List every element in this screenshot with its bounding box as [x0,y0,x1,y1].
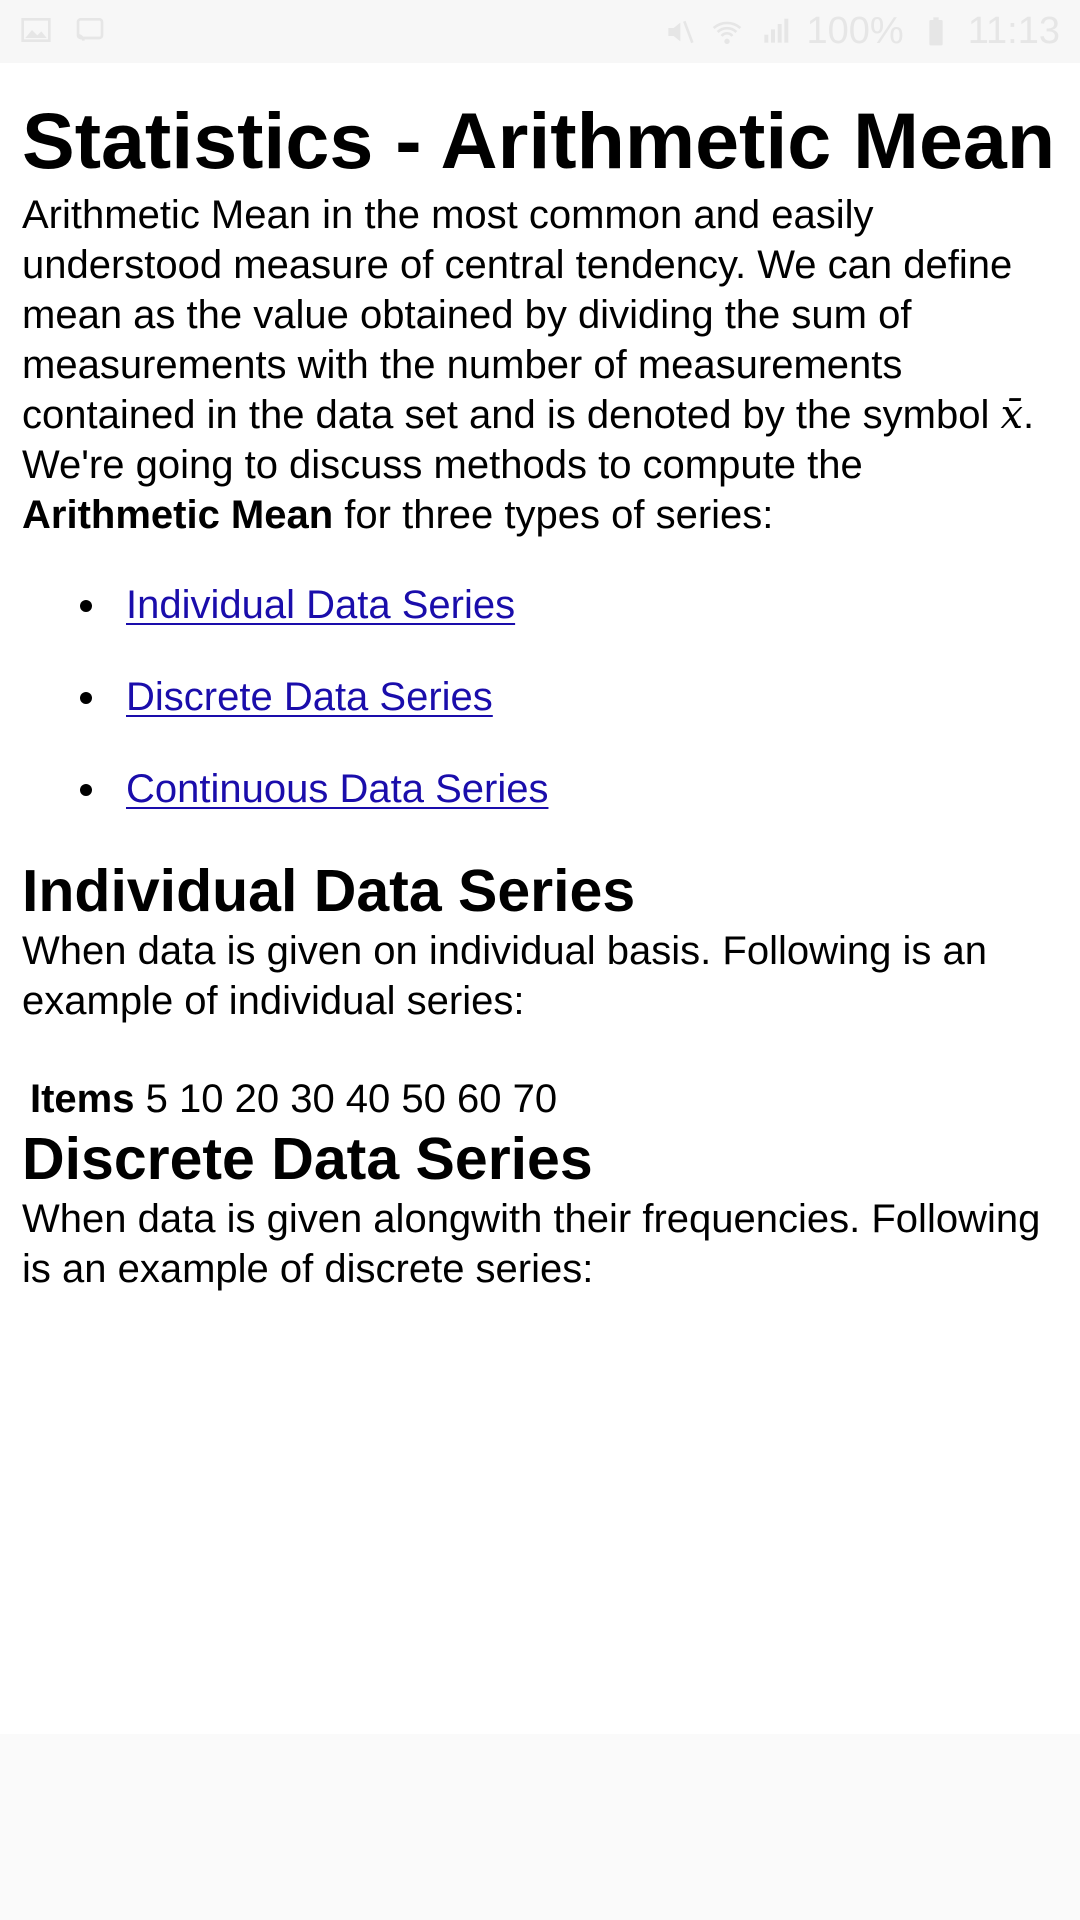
wifi-icon [711,16,743,48]
section-heading-discrete: Discrete Data Series [22,1126,593,1192]
link-individual-data-series[interactable]: Individual Data Series [126,583,516,627]
discrete-paragraph: When data is given alongwith their frequencies. Following is an example of discrete series: [22,1197,1041,1291]
series-intro-bold: Arithmetic Mean [22,493,334,537]
signal-icon [759,16,791,48]
link-discrete-data-series[interactable]: Discrete Data Series [126,675,493,719]
bullet-icon [80,600,92,612]
items-table-row [22,1074,1058,1124]
battery-percentage: 100% [806,10,904,52]
individual-paragraph: When data is given on individual basis. Following is an example of individual series: [22,929,987,1023]
series-intro-end: for three types of series: [344,493,774,537]
bullet-icon [80,692,92,704]
status-bar-right [663,10,1060,53]
mute-icon [663,16,695,48]
list-item [126,764,1058,856]
intro-text: Arithmetic Mean in the most common and easily understood measure of central tendency. We can define mean as the value obtained by dividing the sum of measurements with the number of measurements contained in the data set and is denoted by the symbol [22,193,1013,437]
items-label: Items [30,1077,135,1121]
list-item [126,580,1058,672]
series-intro-start: We're going to discuss methods to compute the [22,443,863,487]
intro-paragraph [22,190,1058,440]
web-page[interactable] [0,63,1080,1734]
status-bar-left [20,14,106,46]
image-icon [20,14,52,46]
article-content [0,91,1080,1294]
status-bar [0,0,1080,63]
battery-icon [920,16,952,48]
mean-symbol: x̄ [1000,392,1024,438]
symbol-period: . [1023,393,1035,437]
items-values: 5 10 20 30 40 50 60 70 [145,1077,558,1121]
cast-icon [74,14,106,46]
page-title: Statistics - Arithmetic Mean [22,96,1056,185]
list-item [126,672,1058,764]
section-heading-individual: Individual Data Series [22,858,636,924]
series-link-list [22,580,1058,856]
link-continuous-data-series[interactable]: Continuous Data Series [126,767,549,811]
bullet-icon [80,784,92,796]
series-intro-paragraph [22,440,1058,540]
clock: 11:13 [967,10,1060,52]
